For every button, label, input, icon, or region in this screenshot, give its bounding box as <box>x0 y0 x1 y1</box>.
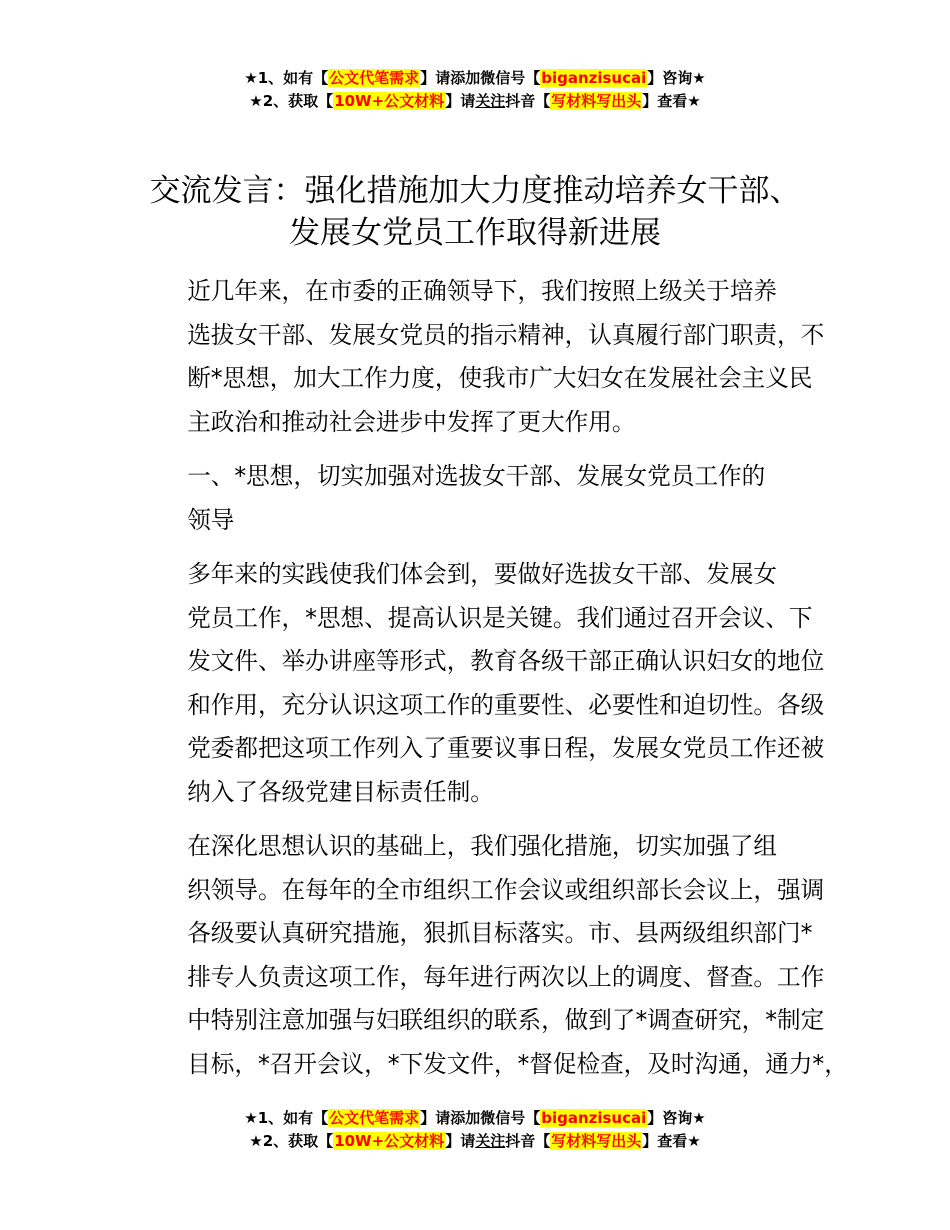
banner-highlight-wechat-id: biganzisucai <box>541 69 647 87</box>
text-line: 多年来的实践使我们体会到，要做好选拔女干部、发展女 <box>187 560 778 588</box>
text-line: 在深化思想认识的基础上，我们强化措施，切实加强了组 <box>187 832 778 860</box>
paragraph-organization <box>140 825 848 1086</box>
banner-line-1-middle: 】请添加微信号【 <box>420 1109 541 1127</box>
text-line: 党员工作，*思想、提高认识是关键。我们通过召开会议、下 <box>187 603 813 632</box>
text-line: 目标，*召开会议，*下发文件，*督促检查，及时沟通，通力*， <box>187 1049 848 1078</box>
banner-line-1-suffix: 】咨询★ <box>647 69 706 87</box>
footer-banner <box>0 1107 950 1153</box>
text-line: 发文件、举办讲座等形式，教育各级干部正确认识妇女的地位 <box>187 647 825 675</box>
banner-line-1-middle: 】请添加微信号【 <box>420 69 541 87</box>
banner-line-2-middle-2: 抖音【 <box>505 92 551 110</box>
text-line: 和作用，充分认识这项工作的重要性、必要性和迫切性。各级 <box>187 690 825 719</box>
paragraph-practice <box>140 553 825 814</box>
banner-highlight-service: 公文代笔需求 <box>329 69 420 87</box>
header-banner <box>0 67 950 113</box>
banner-line-2 <box>0 1130 950 1153</box>
title-line-1: 交流发言：强化措施加大力度推动培养女干部、 <box>149 173 801 209</box>
text-line: 主政治和推动社会进步中发挥了更大作用。 <box>187 407 636 436</box>
text-line: 中特别注意加强与妇联组织的联系，做到了*调查研究，*制定 <box>187 1006 825 1034</box>
banner-line-2 <box>0 90 950 113</box>
paragraph-intro <box>140 270 825 444</box>
document-title <box>100 170 850 254</box>
text-line: 选拔女干部、发展女党员的指示精神，认真履行部门职责，不 <box>187 320 825 349</box>
banner-highlight-service: 公文代笔需求 <box>329 1109 420 1127</box>
document-body <box>140 270 848 1097</box>
text-line: 断*思想，加大工作力度，使我市广大妇女在发展社会主义民 <box>187 364 813 392</box>
banner-highlight-materials: 10W+公文材料 <box>334 1132 445 1150</box>
banner-line-2-middle: 】请 <box>445 1132 476 1150</box>
text-line: 领导 <box>187 505 235 534</box>
banner-line-1-prefix: ★1、如有【 <box>244 1109 329 1127</box>
banner-line-2-prefix: ★2、获取【 <box>249 1132 334 1150</box>
banner-line-1 <box>0 1107 950 1130</box>
banner-highlight-douyin-account: 写材料写出头 <box>551 92 642 110</box>
text-line: 纳入了各级党建目标责任制。 <box>187 777 494 806</box>
text-line: 党委都把这项工作列入了重要议事日程，发展女党员工作还被 <box>187 734 825 762</box>
title-line-2: 发展女党员工作取得新进展 <box>289 215 661 251</box>
text-line: 一、*思想，切实加强对选拔女干部、发展女党员工作的 <box>187 462 766 490</box>
text-line: 织领导。在每年的全市组织工作会议或组织部长会议上，强调 <box>187 875 825 904</box>
banner-underlined-follow: 关注 <box>475 1132 506 1150</box>
banner-line-1 <box>0 67 950 90</box>
banner-highlight-materials: 10W+公文材料 <box>334 92 445 110</box>
banner-line-2-prefix: ★2、获取【 <box>249 92 334 110</box>
banner-line-2-suffix: 】查看★ <box>642 92 701 110</box>
text-line: 排专人负责这项工作，每年进行两次以上的调度、督查。工作 <box>187 962 825 991</box>
text-line: 各级要认真研究措施，狠抓目标落实。市、县两级组织部门* <box>187 919 813 947</box>
banner-highlight-douyin-account: 写材料写出头 <box>551 1132 642 1150</box>
banner-line-1-prefix: ★1、如有【 <box>244 69 329 87</box>
banner-line-2-middle: 】请 <box>445 92 476 110</box>
banner-underlined-follow: 关注 <box>475 92 506 110</box>
banner-line-1-suffix: 】咨询★ <box>647 1109 706 1127</box>
section-heading-1 <box>140 455 812 542</box>
banner-highlight-wechat-id: biganzisucai <box>541 1109 647 1127</box>
banner-line-2-suffix: 】查看★ <box>642 1132 701 1150</box>
text-line: 近几年来，在市委的正确领导下，我们按照上级关于培养 <box>187 277 778 305</box>
banner-line-2-middle-2: 抖音【 <box>505 1132 551 1150</box>
